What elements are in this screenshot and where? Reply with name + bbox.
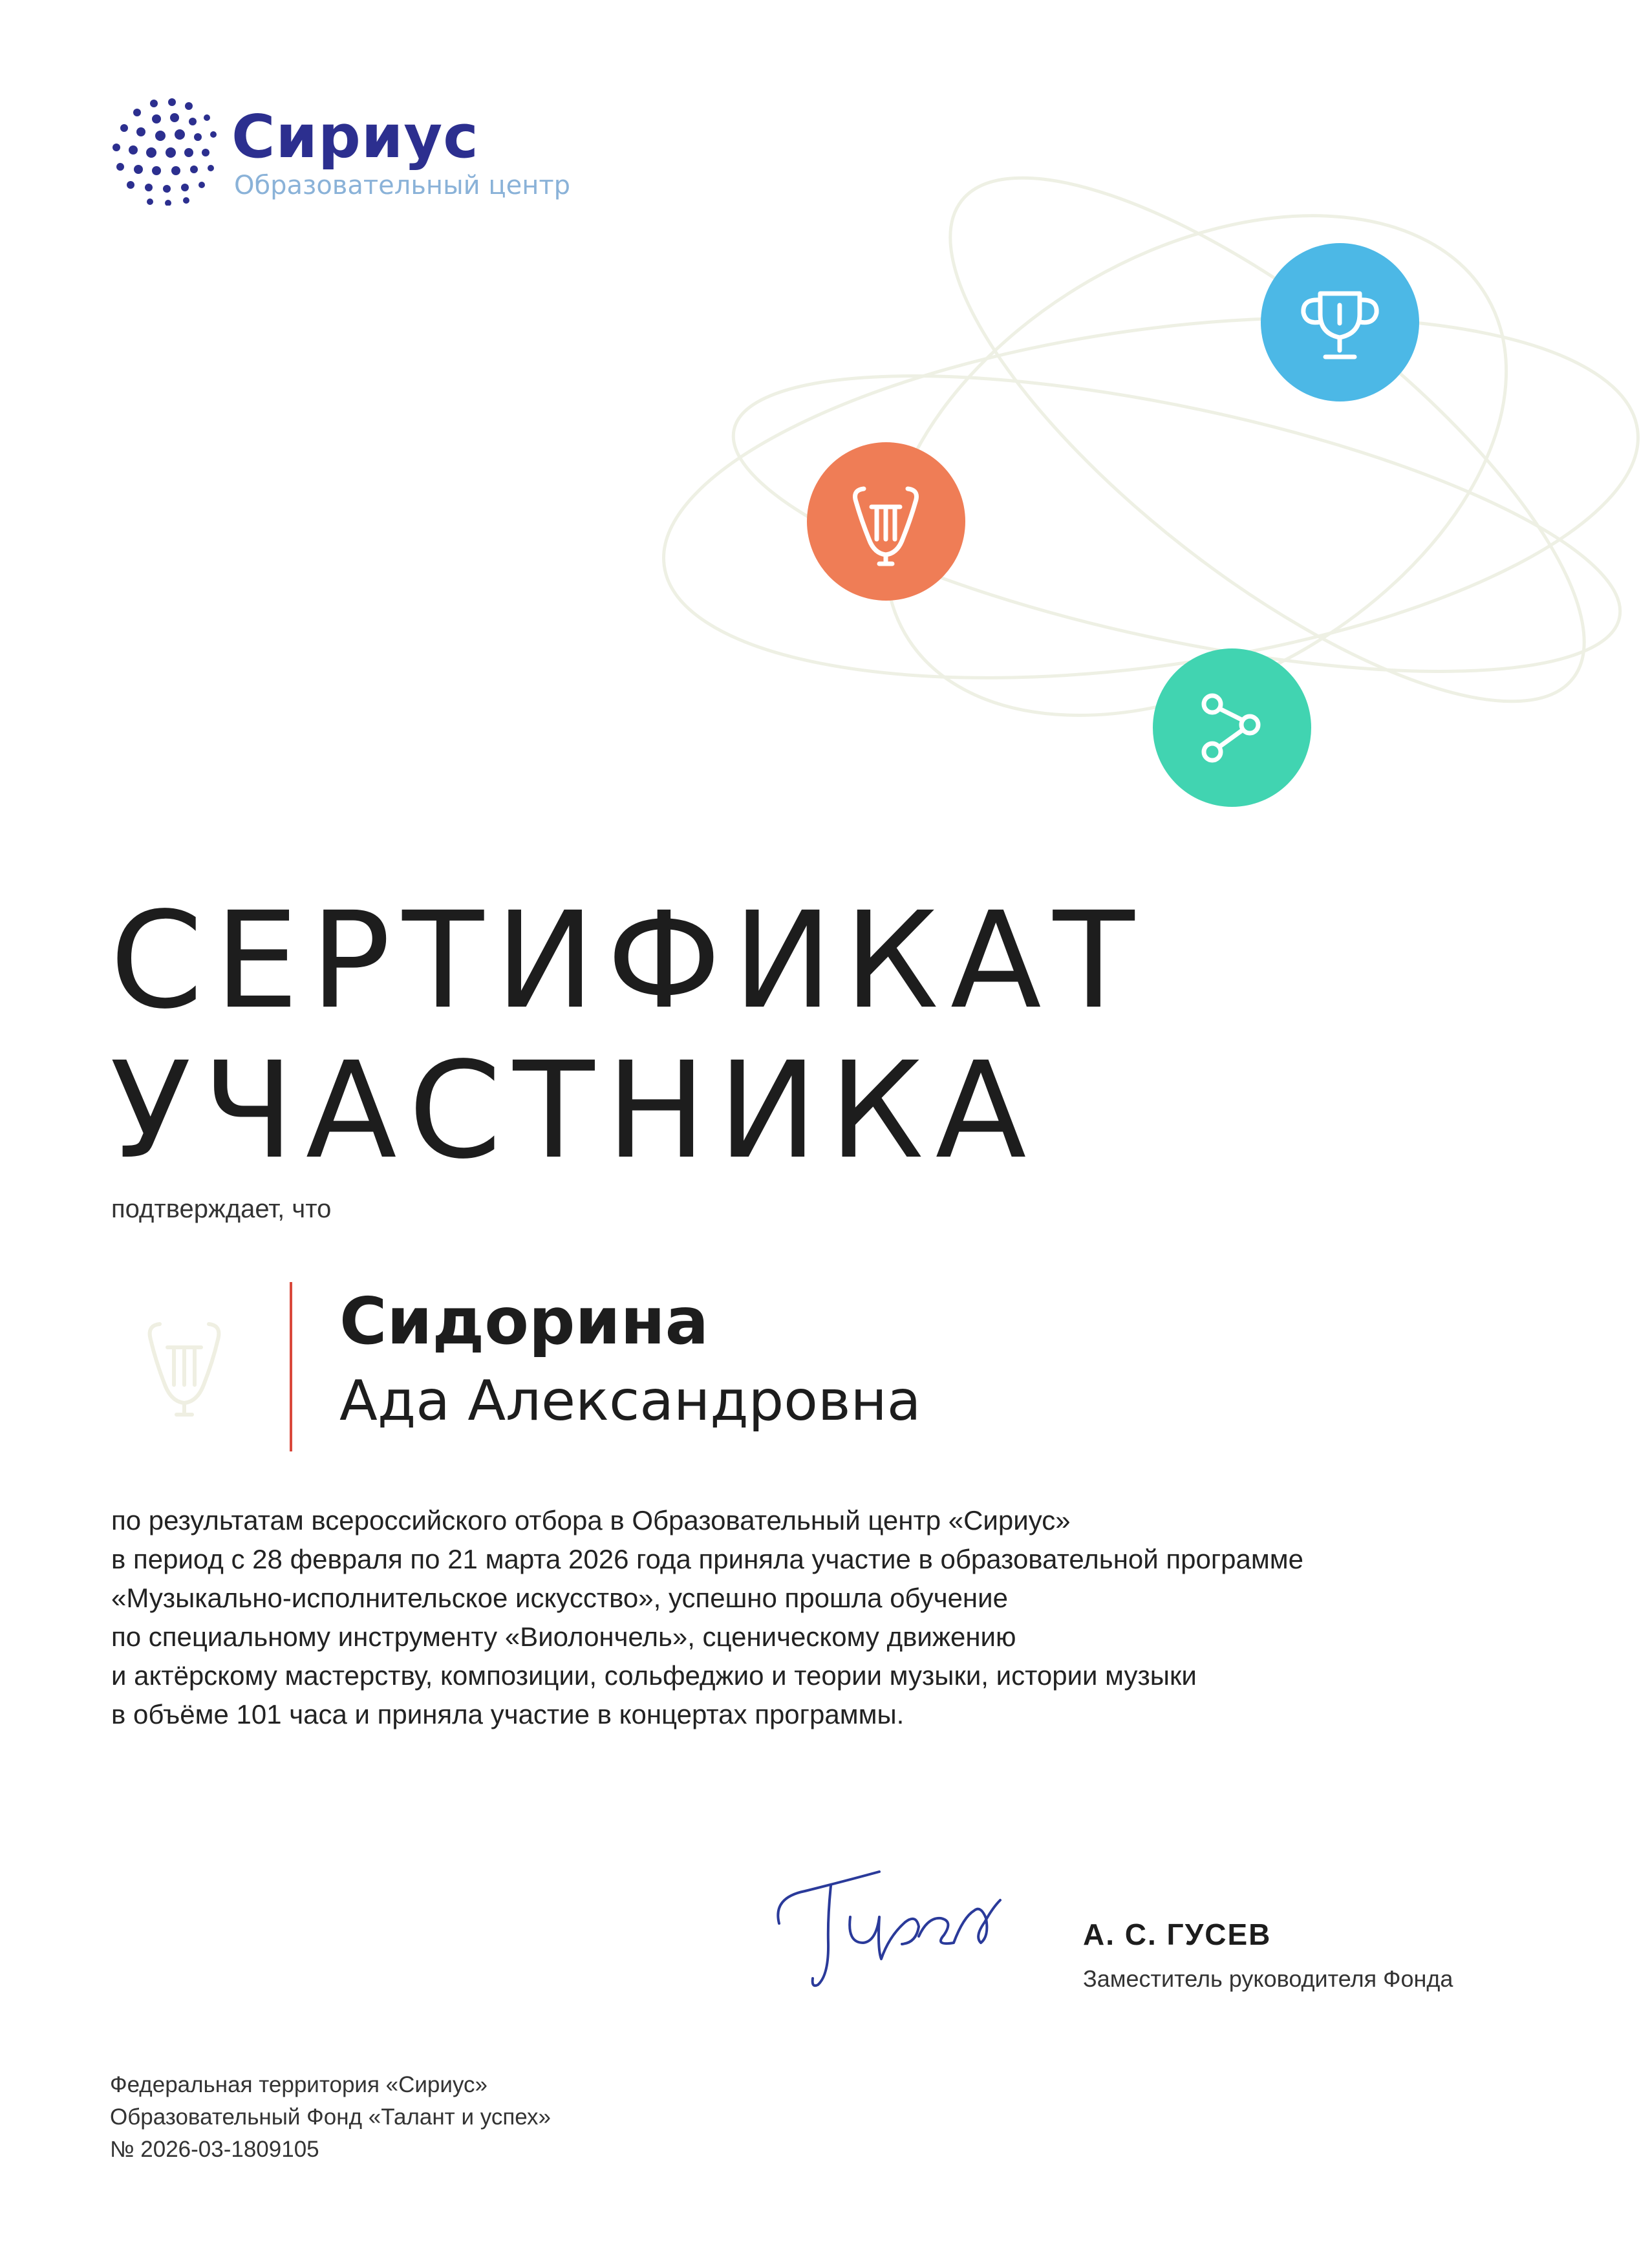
logo-name: Сириус <box>231 102 479 171</box>
body-line: и актёрскому мастерству, композиции, сольфеджио и теории музыки, истории музыки <box>111 1660 1197 1691</box>
body-line: в период с 28 февраля по 21 марта 2026 года приняла участие в образовательной программе <box>111 1544 1303 1574</box>
certificate-number: № 2026-03-1809105 <box>110 2137 319 2162</box>
lyre-watermark-icon <box>139 1312 230 1429</box>
title-line-1: СЕРТИФИКАТ <box>110 883 1146 1038</box>
body-line: по специальному инструменту «Виолончель», сценическому движению <box>111 1621 1016 1652</box>
name-accent-bar <box>290 1282 292 1451</box>
body-line: в объёме 101 часа и приняла участие в концертах программы. <box>111 1699 905 1729</box>
certificate-title <box>110 883 1532 1188</box>
handwritten-signature <box>766 1846 1025 1995</box>
recipient-surname: Сидорина <box>339 1283 709 1359</box>
confirms-text: подтверждает, что <box>111 1195 332 1223</box>
signer-role: Заместитель руководителя Фонда <box>1083 1965 1453 1992</box>
body-line: по результатам всероссийского отбора в Образовательный центр «Сириус» <box>111 1505 1071 1535</box>
body-line: «Музыкально-исполнительское искусство», успешно прошла обучение <box>111 1583 1008 1613</box>
certificate-body <box>111 1501 1566 1734</box>
recipient-given-names: Ада Александровна <box>339 1369 921 1433</box>
logo-subtitle: Образовательный центр <box>234 171 571 200</box>
lyre-icon <box>807 442 965 601</box>
signer-name: А. С. ГУСЕВ <box>1083 1918 1272 1951</box>
footer-foundation: Образовательный Фонд «Талант и успех» <box>110 2104 551 2130</box>
footer <box>110 2069 551 2166</box>
share-icon <box>1153 648 1311 807</box>
footer-territory: Федеральная территория «Сириус» <box>110 2072 488 2097</box>
trophy-icon <box>1261 243 1419 401</box>
title-line-2: УЧАСТНИКА <box>110 1033 1038 1188</box>
